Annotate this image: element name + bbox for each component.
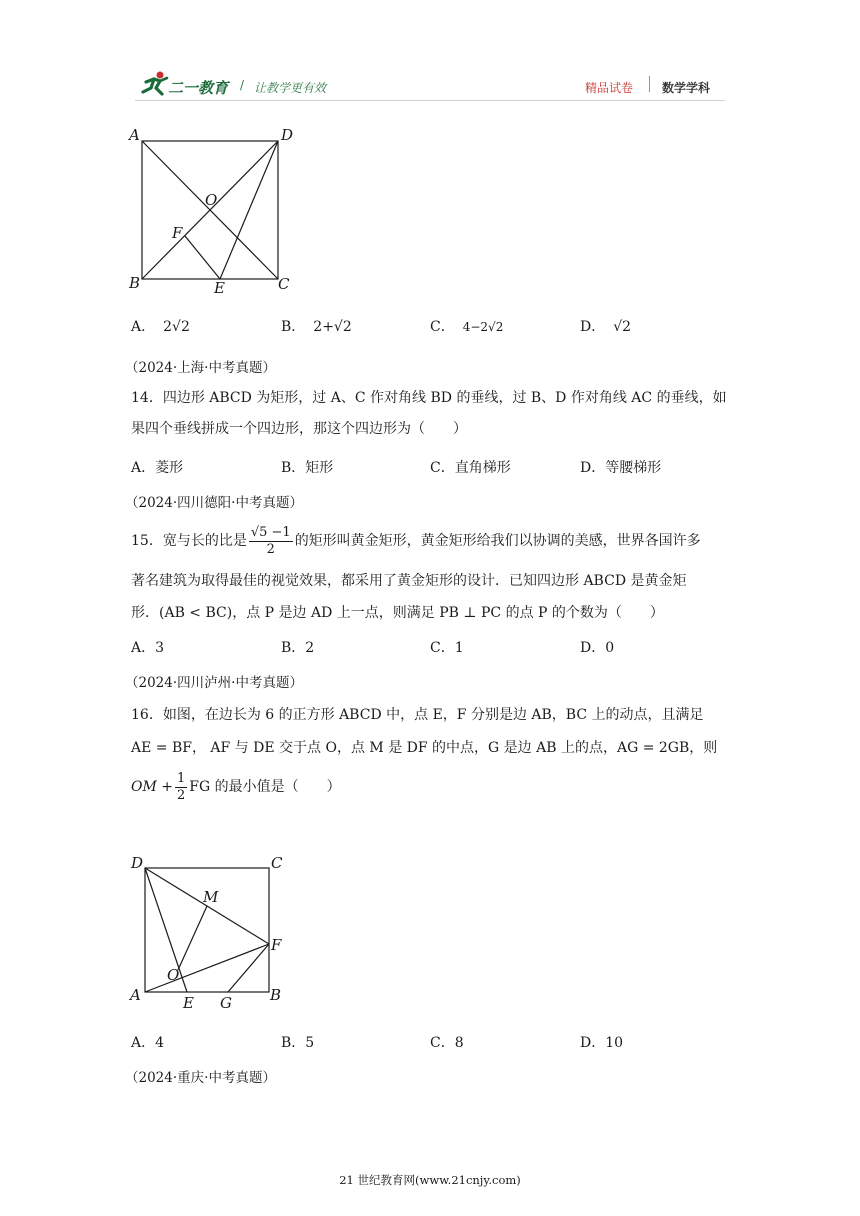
- runner-logo-icon: [140, 70, 170, 98]
- q14-option-b[interactable]: B．矩形: [281, 460, 334, 476]
- label-o2: O: [167, 966, 180, 984]
- square-outline-2: [145, 868, 269, 992]
- golden-ratio-fraction: $\frac{√5 -1}{2}$: [250, 524, 291, 557]
- label-c2: C: [271, 854, 283, 872]
- q16-stem-line1: 16．如图，在边长为 6 的正方形 ABCD 中，点 E，F 分别是边 AB，BC 上的动点，且满足: [131, 707, 704, 723]
- segment-fe: [185, 236, 220, 279]
- q16-source: （2024·重庆·中考真题）: [125, 1070, 276, 1086]
- tag-premium: 精品试卷: [585, 81, 634, 95]
- q16-option-b[interactable]: B．5: [281, 1035, 315, 1051]
- q15-stem-line3: 形．(AB < BC)，点 P 是边 AD 上一点，则满足 PB ⊥ PC 的点 P 的个数为（ ）: [131, 605, 664, 621]
- q14-option-d[interactable]: D．等腰梯形: [580, 460, 662, 476]
- q15-stem-line1: 15．宽与长的比是 $\frac{√5 -1}{2}$ 的矩形叫黄金矩形，黄金矩形给我们以协调的美感，世界各国许多: [131, 524, 701, 557]
- figure-square-abcd: [125, 125, 305, 300]
- q15-stem-line2: 著名建筑为取得最佳的视觉效果，都采用了黄金矩形的设计．已知四边形 ABCD 是黄金矩: [131, 573, 687, 589]
- q15-option-a[interactable]: A．3: [131, 640, 165, 656]
- segment-fg: [228, 944, 269, 992]
- figure-square-abcd-2: [125, 850, 300, 1015]
- q16-option-c[interactable]: C．8: [430, 1035, 464, 1051]
- header-slash: /: [240, 78, 245, 92]
- tag-subject: 数学学科: [662, 81, 711, 95]
- label-f2: F: [271, 936, 282, 954]
- q15-source: （2024·四川泸州·中考真题）: [125, 675, 303, 691]
- logo-text: 二一教育: [168, 79, 229, 97]
- label-b2: B: [270, 986, 282, 1004]
- q13-option-c[interactable]: C． 4−2√2: [430, 319, 504, 335]
- q14-source: （2024·四川德阳·中考真题）: [125, 495, 303, 511]
- segment-de: [145, 868, 187, 992]
- label-o: O: [205, 191, 218, 209]
- q16-option-a[interactable]: A．4: [131, 1035, 165, 1051]
- label-a2: A: [130, 986, 141, 1004]
- label-d: D: [281, 126, 294, 144]
- q16-option-d[interactable]: D．10: [580, 1035, 624, 1051]
- q13-option-a[interactable]: A． 2√2: [131, 319, 190, 335]
- header-rule: [135, 100, 725, 101]
- q15-option-d[interactable]: D．0: [580, 640, 615, 656]
- label-b: B: [129, 274, 141, 292]
- footer-text: 21 世纪教育网(www.21cnjy.com): [339, 1173, 521, 1187]
- q16-stem-line3: OM + $\frac{1}{2}$ FG 的最小值是（ ）: [131, 770, 341, 803]
- q14-option-a[interactable]: A．菱形: [131, 460, 184, 476]
- q13-option-d[interactable]: D． √2: [580, 319, 632, 335]
- q15-option-c[interactable]: C．1: [430, 640, 464, 656]
- q16-stem-line2: AE = BF， AF 与 DE 交于点 O，点 M 是 DF 的中点，G 是边 AB 上的点，AG = 2GB，则: [131, 740, 718, 756]
- q14-option-c[interactable]: C．直角梯形: [430, 460, 511, 476]
- segment-om: [178, 906, 207, 970]
- slogan: 让教学更有效: [254, 81, 327, 95]
- label-d2: D: [131, 854, 144, 872]
- q13-source: （2024·上海·中考真题）: [125, 360, 276, 376]
- label-m2: M: [203, 888, 219, 906]
- header: [0, 0, 860, 110]
- q14-stem-line2: 果四个垂线拼成一个四边形，那这个四边形为（ ）: [131, 421, 467, 437]
- one-half-fraction: $\frac{1}{2}$: [177, 770, 186, 803]
- q13-option-b[interactable]: B． 2+√2: [281, 319, 352, 335]
- label-c: C: [278, 275, 290, 293]
- label-e: E: [214, 279, 225, 297]
- label-e2: E: [183, 994, 194, 1012]
- label-a: A: [129, 126, 140, 144]
- q14-stem-line1: 14．四边形 ABCD 为矩形，过 A、C 作对角线 BD 的垂线，过 B、D 作对角线 AC 的垂线，如: [131, 390, 727, 406]
- segment-de: [220, 141, 278, 279]
- segment-af: [145, 944, 269, 992]
- label-g2: G: [220, 994, 232, 1012]
- label-f: F: [172, 224, 183, 242]
- q15-option-b[interactable]: B．2: [281, 640, 315, 656]
- tag-divider: [649, 76, 650, 92]
